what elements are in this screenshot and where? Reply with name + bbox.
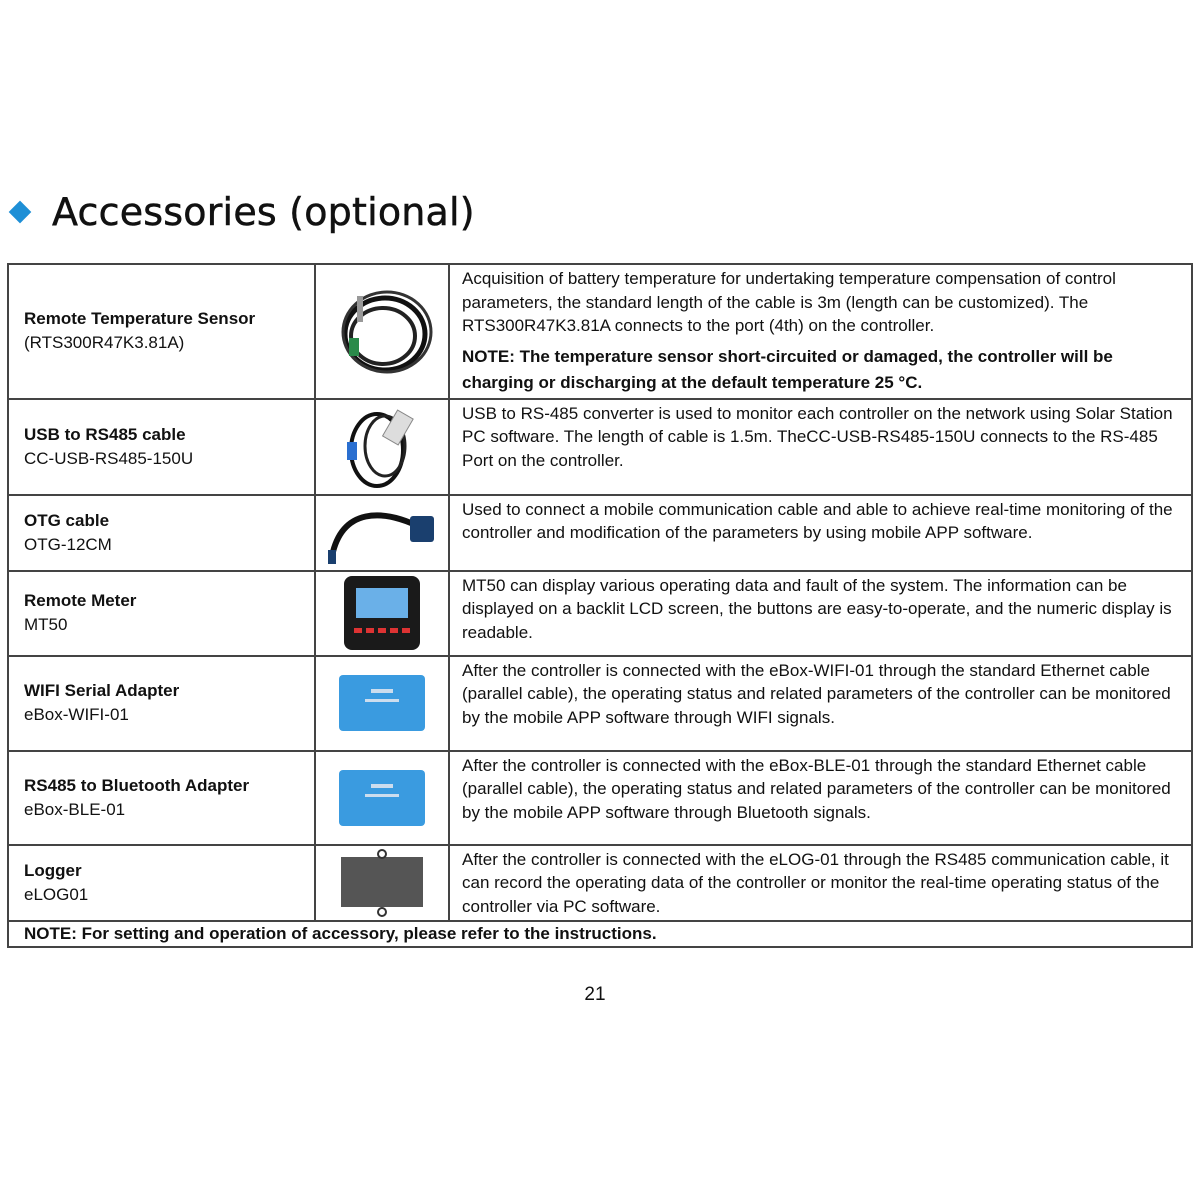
- accessory-name: OTG cable: [24, 510, 110, 530]
- accessory-description: Acquisition of battery temperature for undertaking temperature compensation of control parameters, the standard length of the cable is 3m (length can be customized). The RTS300R47K3.81A connects to the port (4th) on the controller.: [462, 269, 1116, 335]
- bluetooth-adapter-image: [315, 751, 449, 845]
- accessory-description: After the controller is connected with the eBox-WIFI-01 through the standard Ethernet cable (parallel cable), the operating status and related parameters of the controller can be monitored by the mobile APP software through WIFI signals.: [462, 660, 1171, 727]
- table-row: [8, 845, 1192, 922]
- accessory-model: MT50: [24, 615, 68, 634]
- otg-cable-image: [315, 495, 449, 571]
- page-title: Accessories (optional): [52, 190, 475, 234]
- logger-image: [315, 845, 449, 922]
- footer-note: NOTE: For setting and operation of accessory, please refer to the instructions.: [8, 921, 1192, 947]
- accessory-model: eBox-BLE-01: [24, 799, 126, 819]
- remote-meter-image: [315, 571, 449, 656]
- accessory-description: Used to connect a mobile communication cable and able to achieve real-time monitoring of the controller and modification of the parameters by using mobile APP software.: [462, 499, 1173, 542]
- section-heading: [8, 190, 475, 234]
- accessory-name: RS485 to Bluetooth Adapter: [24, 775, 250, 795]
- footer-note-row: [8, 921, 1192, 947]
- page-number: 21: [584, 984, 606, 1005]
- wifi-adapter-image: [315, 656, 449, 751]
- table-row: [8, 751, 1192, 845]
- accessory-model: CC-USB-RS485-150U: [24, 448, 194, 468]
- usb-cable-image: [315, 399, 449, 495]
- diamond-bullet-icon: [9, 201, 32, 224]
- accessory-model: eLOG01: [24, 884, 89, 904]
- accessory-name: Remote Meter: [24, 591, 137, 610]
- table-row: [8, 656, 1192, 751]
- accessory-name: Logger: [24, 860, 82, 880]
- accessory-note: NOTE: The temperature sensor short-circuited or damaged, the controller will be charging or discharging at the default temperature 25 °C.: [462, 346, 1113, 392]
- accessory-name: USB to RS485 cable: [24, 424, 186, 444]
- table-row: [8, 399, 1192, 495]
- table-row: [8, 495, 1192, 571]
- accessories-table: [7, 263, 1193, 948]
- accessory-name: WIFI Serial Adapter: [24, 681, 180, 700]
- accessory-description: After the controller is connected with the eLOG-01 through the RS485 communication cable, it can record the operating data of the controller or monitor the real-time operating status of the controller via PC software.: [462, 849, 1169, 916]
- accessory-model: eBox-WIFI-01: [24, 705, 129, 724]
- table-row: [8, 571, 1192, 656]
- accessory-description: MT50 can display various operating data and fault of the system. The information can be displayed on a backlit LCD screen, the buttons are easy-to-operate, and the numeric display is readable.: [462, 575, 1172, 642]
- temperature-sensor-cable-image: [315, 264, 449, 399]
- accessory-model: OTG-12CM: [24, 534, 112, 554]
- accessory-model: (RTS300R47K3.81A): [24, 333, 185, 353]
- accessory-description: After the controller is connected with the eBox-BLE-01 through the standard Ethernet cable (parallel cable), the operating status and related parameters of the controller can be monitored by the mobile APP software through Bluetooth signals.: [462, 755, 1171, 822]
- accessory-name: Remote Temperature Sensor: [24, 309, 256, 329]
- table-row: [8, 264, 1192, 399]
- accessory-description: USB to RS-485 converter is used to monitor each controller on the network using Solar Station PC software. The length of cable is 1.5m. TheCC-USB-RS485-150U connects to the RS-485 Port on the controller.: [462, 403, 1173, 470]
